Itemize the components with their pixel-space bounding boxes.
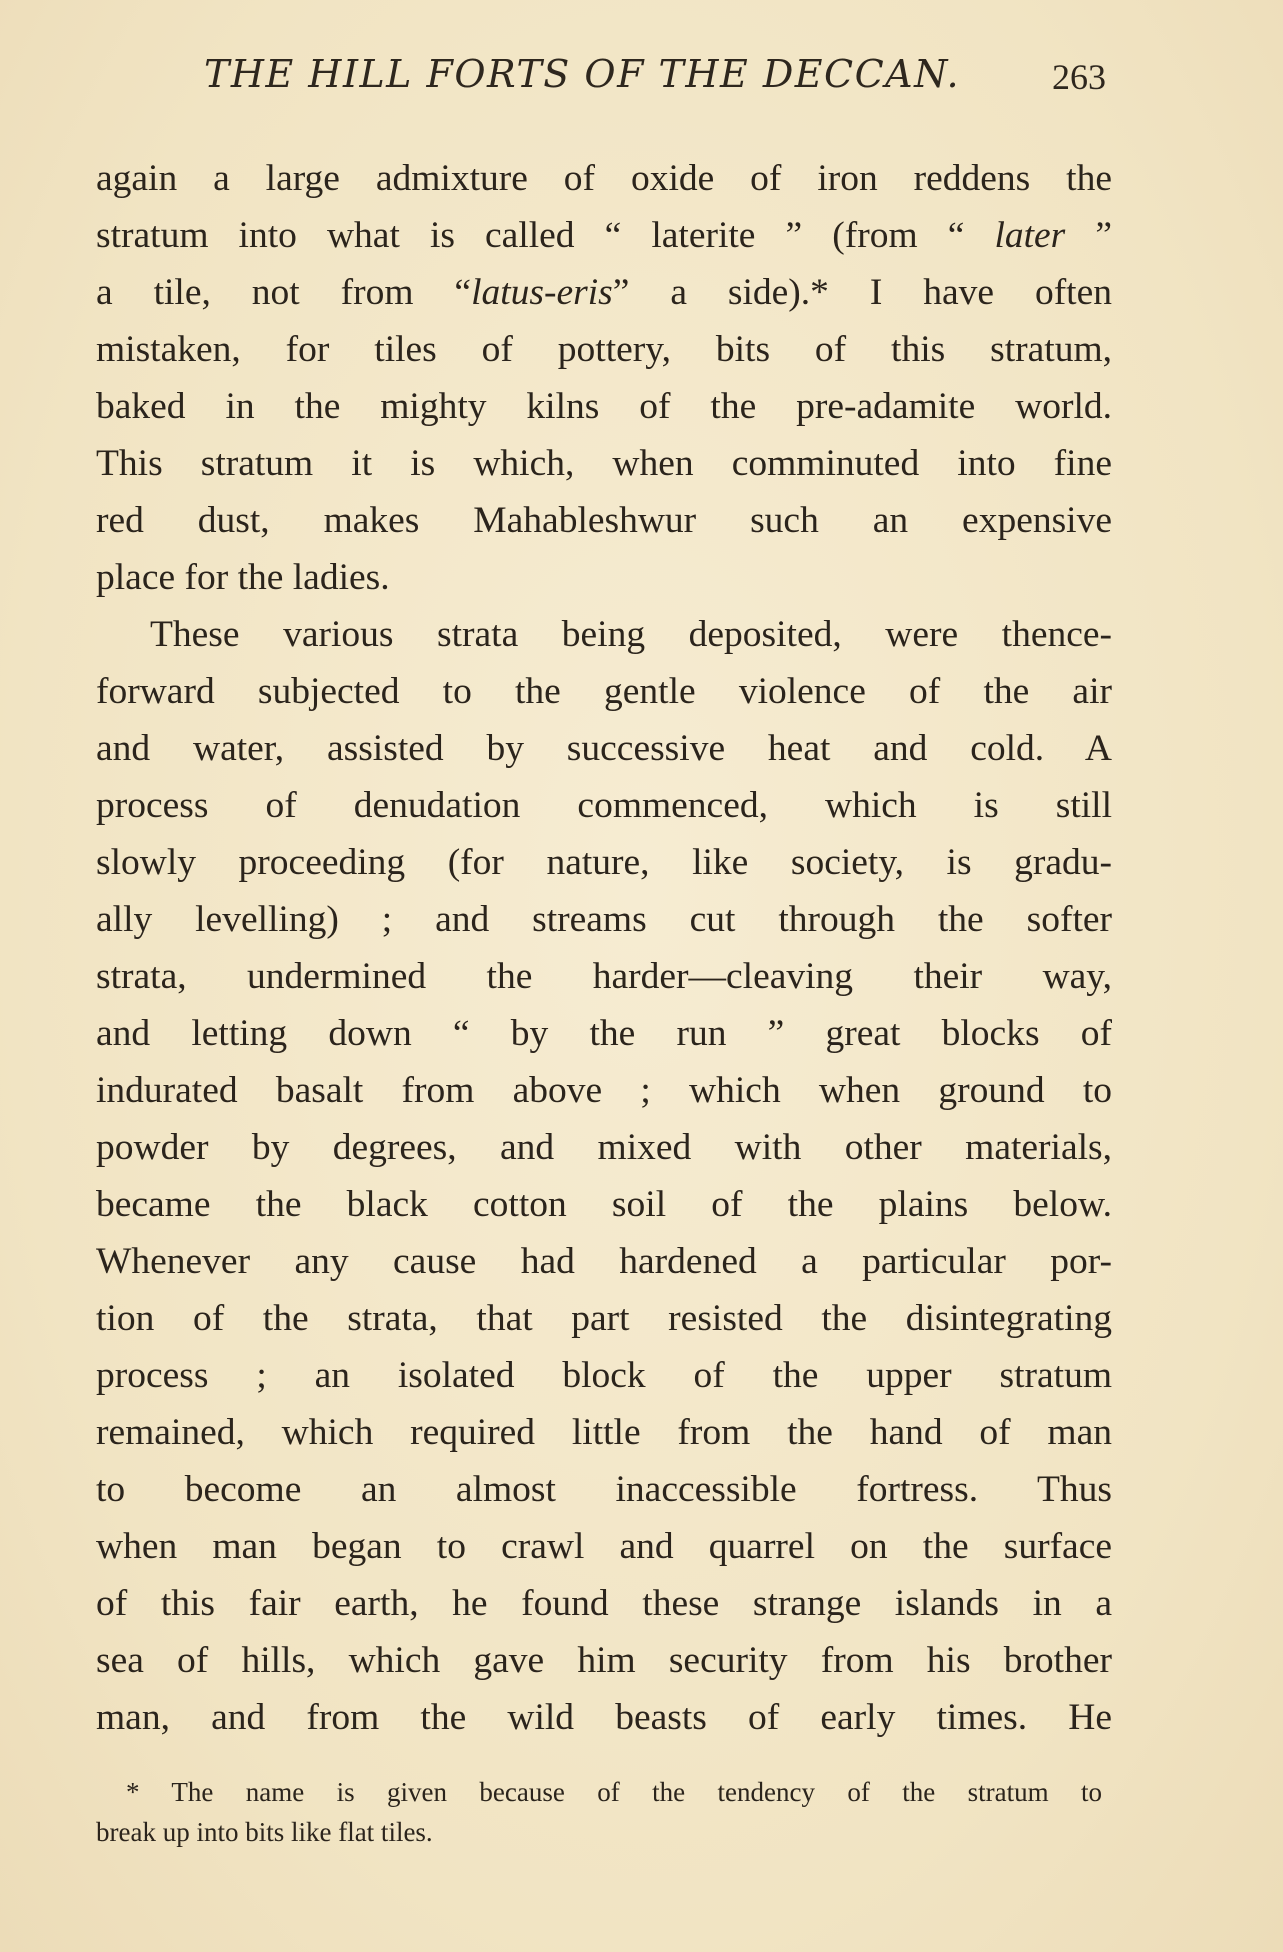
text-line: a tile, not from “latus-eris” a side).* I have often [96, 272, 1112, 313]
running-head-title: THE HILL FORTS OF THE DECCAN. [204, 52, 961, 96]
text-line: remained, which required little from the hand of man [96, 1412, 1112, 1453]
footnote-line: break up into bits like flat tiles. [96, 1817, 433, 1847]
text-line: place for the ladies. [96, 557, 390, 598]
text-line: strata, undermined the harder—cleaving their way, [96, 956, 1112, 997]
text-line: became the black cotton soil of the plains below. [96, 1184, 1112, 1225]
text-line: This stratum it is which, when comminuted into fine [96, 443, 1112, 484]
text-line: mistaken, for tiles of pottery, bits of this stratum, [96, 329, 1112, 370]
text-line: red dust, makes Mahableshwur such an expensive [96, 500, 1112, 541]
text-line: when man began to crawl and quarrel on the surface [96, 1526, 1112, 1567]
footnote-line: * The name is given because of the tendency of the stratum to [126, 1777, 1102, 1807]
text-line: process ; an isolated block of the upper stratum [96, 1355, 1112, 1396]
text-line: of this fair earth, he found these strange islands in a [96, 1583, 1112, 1624]
text-line: Whenever any cause had hardened a particular por- [96, 1241, 1112, 1282]
text-line: forward subjected to the gentle violence of the air [96, 671, 1112, 712]
footnote [96, 1772, 1102, 1852]
text-line: again a large admixture of oxide of iron reddens the [96, 158, 1112, 199]
text-line: man, and from the wild beasts of early times. He [96, 1697, 1112, 1738]
text-line: baked in the mighty kilns of the pre-adamite world. [96, 386, 1112, 427]
italic-term: later [994, 215, 1066, 256]
text-line: sea of hills, which gave him security from his brother [96, 1640, 1112, 1681]
text-line: stratum into what is called “ laterite ” (from “ later ” [96, 215, 1112, 256]
text-line: to become an almost inaccessible fortress. Thus [96, 1469, 1112, 1510]
text-line: and water, assisted by successive heat and cold. A [96, 728, 1112, 769]
text-line: process of denudation commenced, which is still [96, 785, 1112, 826]
text-line: indurated basalt from above ; which when ground to [96, 1070, 1112, 1111]
text-line: ally levelling) ; and streams cut through the softer [96, 899, 1112, 940]
text-line: slowly proceeding (for nature, like society, is gradu- [96, 842, 1112, 883]
body-text [96, 150, 1112, 1746]
text-line: tion of the strata, that part resisted the disintegrating [96, 1298, 1112, 1339]
text-line: These various strata being deposited, were thence- [150, 614, 1112, 655]
text-line: powder by degrees, and mixed with other materials, [96, 1127, 1112, 1168]
italic-term: latus-eris [471, 272, 613, 313]
running-head [96, 52, 1116, 112]
page-number: 263 [1052, 57, 1106, 97]
text-line: and letting down “ by the run ” great blocks of [96, 1013, 1112, 1054]
